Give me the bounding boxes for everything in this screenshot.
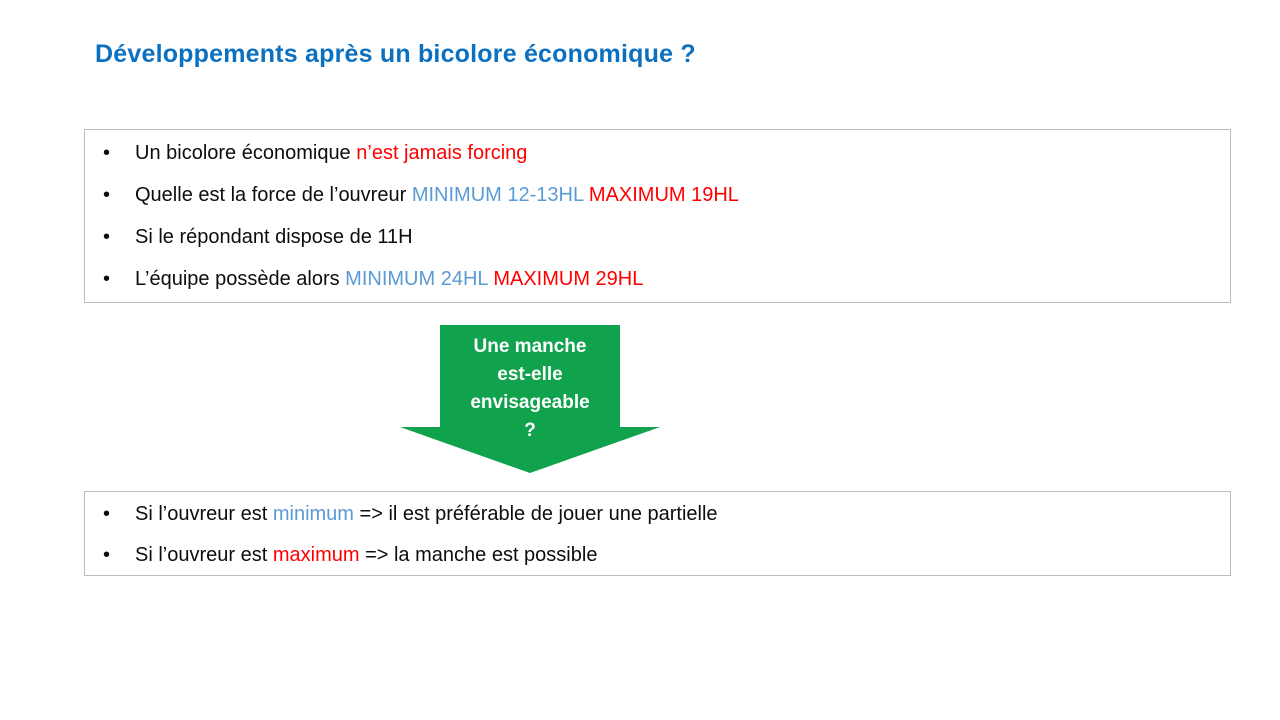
text-segment: Si l’ouvreur est <box>135 503 273 525</box>
text-segment: Quelle est la force de l’ouvreur <box>135 184 412 206</box>
text-segment: n’est jamais forcing <box>356 142 528 164</box>
text-segment: Si l’ouvreur est <box>135 544 273 566</box>
text-segment: maximum <box>272 544 360 566</box>
bullet-item <box>101 174 1220 216</box>
arrow-label-line: ? <box>524 420 536 441</box>
text-segment: => il est préférable de jouer une partielle <box>353 503 718 525</box>
text-segment: minimum <box>272 503 354 525</box>
bullet-item <box>101 494 1220 535</box>
page-title: Développements après un bicolore économique ? <box>95 40 696 68</box>
bullet-list <box>85 130 1230 300</box>
bullet-item <box>101 535 1220 576</box>
text-segment: MAXIMUM 19HL <box>588 184 739 206</box>
text-segment: Si le répondant dispose de 11H <box>135 226 413 248</box>
text-segment: MINIMUM 12-13HL <box>411 184 589 206</box>
text-segment: L’équipe possède alors <box>135 268 346 290</box>
bullet-item <box>101 216 1220 258</box>
arrow-label-line: envisageable <box>470 392 590 413</box>
arrow-label-line: est-elle <box>497 364 563 385</box>
conclusion-box <box>84 491 1231 576</box>
bullet-item <box>101 132 1220 174</box>
bullet-item <box>101 258 1220 300</box>
bullet-list <box>85 492 1230 576</box>
arrow-label-line: Une manche <box>473 336 587 357</box>
arrow-label <box>440 333 620 445</box>
text-segment: MAXIMUM 29HL <box>493 268 644 290</box>
down-arrow <box>400 325 660 473</box>
text-segment: Un bicolore économique <box>135 142 357 164</box>
text-segment: MINIMUM 24HL <box>345 268 494 290</box>
analysis-box <box>84 129 1231 303</box>
text-segment: => la manche est possible <box>359 544 598 566</box>
